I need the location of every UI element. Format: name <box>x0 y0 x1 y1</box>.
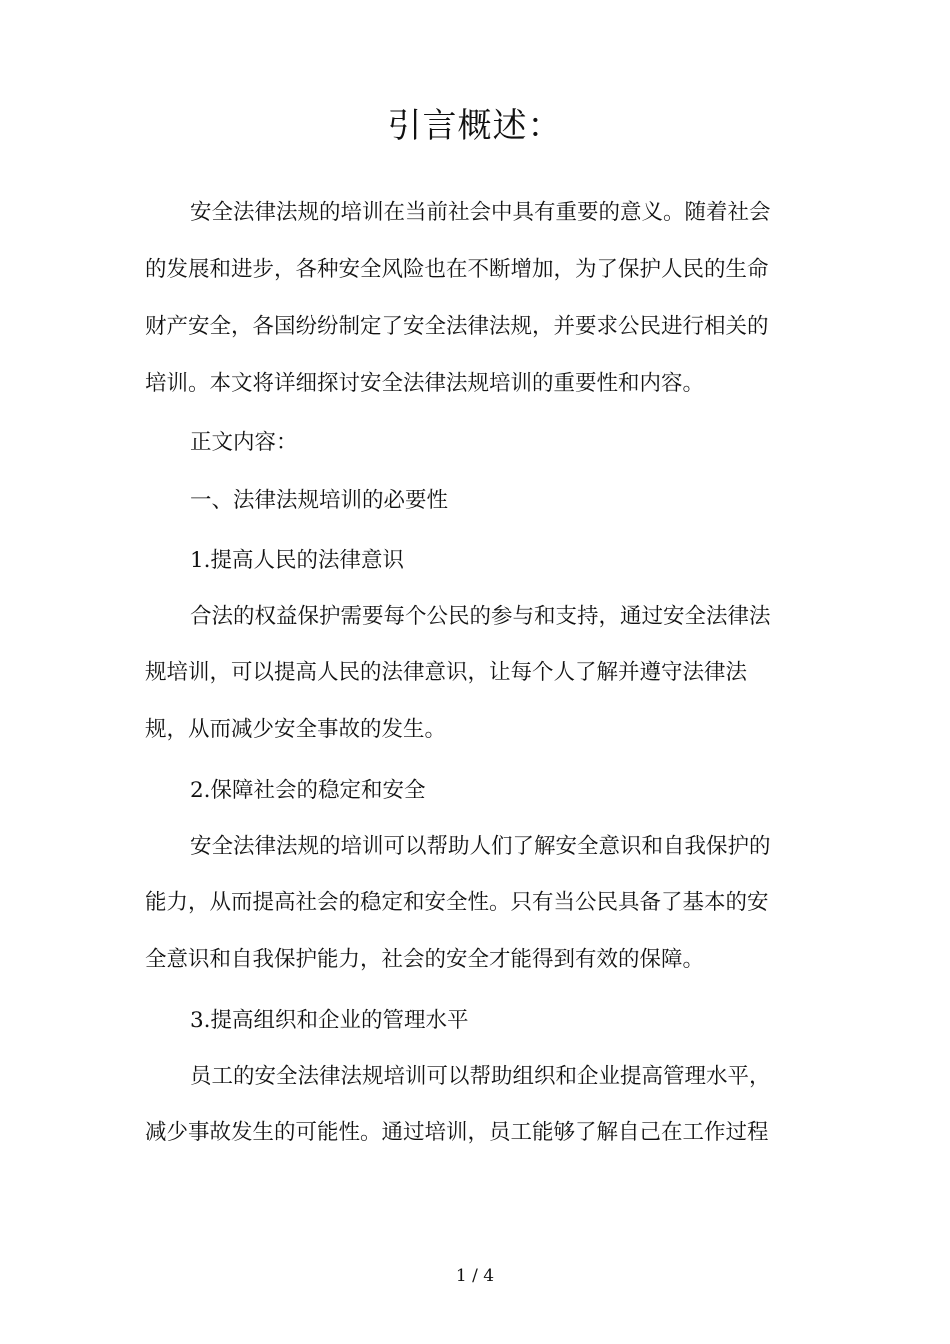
intro-line-1: 安全法律法规的培训在当前社会中具有重要的意义。随着社会 <box>190 200 771 225</box>
body-heading: 正文内容： <box>190 430 298 455</box>
item-1-line-3: 规，从而减少安全事故的发生。 <box>145 717 447 742</box>
intro-line-4: 培训。本文将详细探讨安全法律法规培训的重要性和内容。 <box>145 371 705 396</box>
item-2-line-3: 全意识和自我保护能力，社会的安全才能得到有效的保障。 <box>145 947 705 972</box>
page-title: 引言概述： <box>387 106 563 146</box>
intro-line-3: 财产安全，各国纷纷制定了安全法律法规，并要求公民进行相关的 <box>145 314 769 339</box>
item-3-line-2: 减少事故发生的可能性。通过培训，员工能够了解自己在工作过程 <box>145 1120 769 1145</box>
item-3-line-1: 员工的安全法律法规培训可以帮助组织和企业提高管理水平， <box>190 1064 771 1089</box>
section-heading: 一、法律法规培训的必要性 <box>190 488 449 513</box>
page-number: 1 / 4 <box>455 1266 495 1286</box>
item-1-heading: 1.提高人民的法律意识 <box>190 548 405 573</box>
item-2-line-2: 能力，从而提高社会的稳定和安全性。只有当公民具备了基本的安 <box>145 890 769 915</box>
item-3-heading: 3.提高组织和企业的管理水平 <box>190 1008 469 1033</box>
intro-line-2: 的发展和进步，各种安全风险也在不断增加，为了保护人民的生命 <box>145 257 769 282</box>
item-2-line-1: 安全法律法规的培训可以帮助人们了解安全意识和自我保护的 <box>190 834 771 859</box>
item-1-line-1: 合法的权益保护需要每个公民的参与和支持，通过安全法律法 <box>190 604 771 629</box>
item-2-heading: 2.保障社会的稳定和安全 <box>190 778 426 803</box>
item-1-line-2: 规培训，可以提高人民的法律意识，让每个人了解并遵守法律法 <box>145 660 748 685</box>
